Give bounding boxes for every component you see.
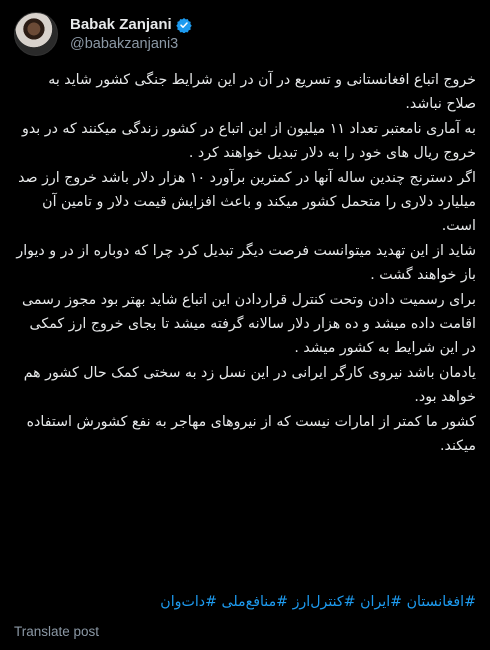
- hashtag-link[interactable]: #ایران: [360, 594, 403, 610]
- hashtag-list: [16, 590, 476, 614]
- tweet-paragraph: اگر دسترنج چندین ساله آنها در کمترین برآورد ۱۰ هزار دلار باشد خروج ارز صد میلیارد دلاری را متحمل کشور میکند و باعث افزایش قیمت دلار و تامین آن است.: [18, 169, 476, 235]
- hashtag-link[interactable]: #منافع‌ملی: [221, 594, 289, 610]
- hashtag-link[interactable]: #افغانستان: [406, 594, 476, 610]
- tweet-paragraph: برای رسمیت دادن وتحت کنترل قراردادن این اتباع شاید بهتر بود مجوز رسمی اقامت داده میشد و ده هزار دلار سالانه گرفته میشد تا بجای خروج ارز کمکی در این شرایط به کشور میشد .: [22, 291, 476, 357]
- author-handle[interactable]: @babakzanjani3: [70, 36, 179, 52]
- name-row: [70, 16, 192, 33]
- tweet-paragraph: شاید از این تهدید میتوانست فرصت دیگر تبدیل کرد چرا که دوباره از در و دیوار باز خواهند گشت .: [16, 242, 476, 284]
- hashtag-link[interactable]: #دات‌وان: [160, 594, 217, 610]
- tweet-paragraph: به آماری نامعتبر تعداد ۱۱ میلیون از این اتباع در کشور زندگی میکنند که در بدو خروج ریال های خود را به دلار تبدیل خواهند کرد .: [21, 120, 476, 162]
- tweet-paragraph: کشور ما کمتر از امارات نیست که از نیروهای مهاجر به نفع کشورش استفاده میکند.: [26, 413, 476, 455]
- author-display-name[interactable]: Babak Zanjani: [70, 16, 172, 33]
- verified-badge-icon: [176, 17, 192, 33]
- hashtag-link[interactable]: #کنترل‌ارز: [292, 594, 356, 610]
- avatar[interactable]: [14, 12, 58, 56]
- tweet-text: [16, 68, 476, 459]
- tweet-paragraph: یادمان باشد نیروی کارگر ایرانی در این نسل زد به سختی کمک حال کشور هم خواهد بود.: [23, 364, 476, 406]
- tweet-header: [14, 8, 476, 60]
- author-names: [70, 16, 192, 52]
- translate-post-link[interactable]: Translate post: [14, 624, 100, 639]
- tweet-paragraph: خروج اتباع افغانستانی و تسریع در آن در این شرایط جنگی کشور شاید به صلاح نباشد.: [48, 72, 476, 113]
